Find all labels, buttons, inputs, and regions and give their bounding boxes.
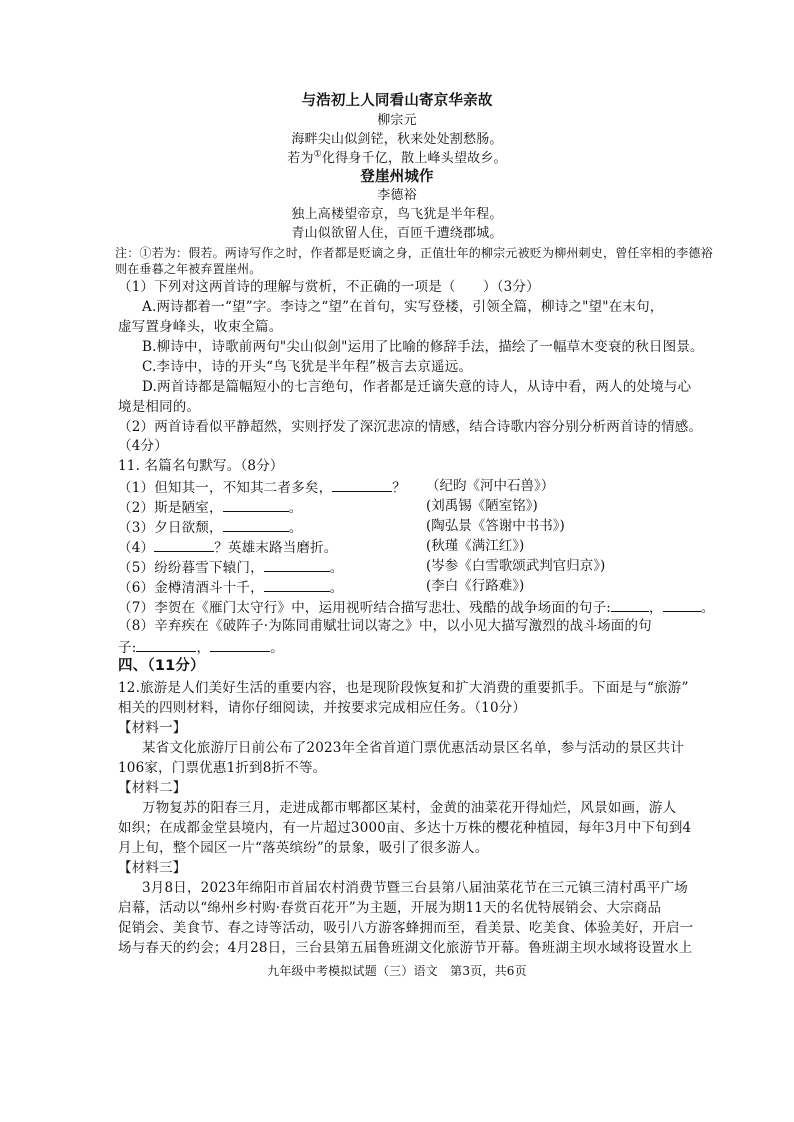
q11-title: 11. 名篇名句默写。（8分） — [118, 458, 284, 474]
answer-blank[interactable] — [264, 577, 330, 592]
material-1-label: 【材料一】 — [118, 720, 187, 736]
q11-item-3-text: （3）夕日欲颓， — [118, 520, 223, 536]
q11-item-2-source: (刘禹锡《陋室铭》) — [426, 498, 538, 514]
q11-item-6-text: （6）金樽清酒斗十千， — [118, 580, 264, 596]
q11-item-5 — [118, 557, 344, 577]
poem1-line2-pre: 若为 — [287, 151, 314, 166]
footnote-marker: ① — [313, 149, 322, 160]
q11-item-6-end: 。 — [329, 580, 344, 596]
answer-blank[interactable] — [663, 597, 701, 612]
q11-item-8-line1: （8）辛弃疾在《破阵子·为陈同甫赋壮词以寄之》中，以小见大描写激烈的战斗场面的句 — [118, 618, 652, 634]
q11-item-8-text: 子: — [118, 640, 137, 656]
q11-item-8-end: 。 — [270, 640, 284, 656]
poem1-line2 — [0, 150, 794, 168]
material-3-line4: 场与春天的约会；4月28日，三台县第五届鲁班湖文化旅游节开幕。鲁班湖主坝水域将设置水上 — [118, 940, 693, 956]
q11-item-4 — [118, 537, 338, 557]
section-heading: 四、（11分） — [118, 658, 205, 674]
answer-blank[interactable] — [223, 517, 289, 532]
q11-item-8-line2 — [118, 637, 284, 657]
answer-blank[interactable] — [332, 477, 392, 492]
q11-item-7-end: 。 — [700, 600, 715, 616]
q10-option-d-line2: 境是相同的。 — [118, 399, 201, 415]
q11-item-2-text: （2）斯是陋室， — [118, 500, 223, 516]
poem1-line2-post: 化得身千亿，散上峰头望故乡。 — [321, 151, 507, 166]
answer-blank[interactable] — [154, 537, 214, 552]
material-3-line3: 促销会、美食节、春之诗等活动，吸引八方游客蜂拥而至，看美景、吃美食、体验美好，开启一 — [118, 920, 694, 936]
q11-item-5-text: （5）纷纷暮雪下辕门， — [118, 560, 264, 576]
material-2-line1: 万物复苏的阳春三月，走进成都市郫都区某村，金黄的油菜花开得灿烂，风景如画，游人 — [142, 800, 677, 816]
q11-item-3-source: (陶弘景《答谢中书书》) — [426, 518, 565, 534]
answer-blank[interactable] — [136, 637, 196, 652]
material-2-line3: 月上旬，整个园区一片“落英缤纷”的景象，吸引了很多游人。 — [118, 840, 489, 856]
material-3-line1: 3月8日，2023年绵阳市首届农村消费节暨三台县第八届油菜花节在三元镇三清村禹平广场 — [142, 880, 688, 896]
q10-option-a-line2: 虚写置身峰头，收束全篇。 — [118, 319, 283, 335]
q10-option-c: C.李诗中，诗的开头“鸟飞犹是半年程”极言去京遥远。 — [142, 359, 473, 375]
material-3-line2: 启幕，活动以“绵州乡村购·春赏百花开”为主题，开展为期11天的名优特展销会、大宗商品 — [118, 900, 662, 916]
material-3-label: 【材料三】 — [118, 860, 187, 876]
q11-item-5-end: 。 — [329, 560, 344, 576]
poem2-line1: 独上高楼望帝京，鸟飞犹是半年程。 — [291, 207, 503, 222]
poem2-author: 李德裕 — [377, 188, 417, 203]
q10-option-d-line1: D.两首诗都是篇幅短小的七言绝句，作者都是迁谪失意的诗人，从诗中看，两人的处境与心 — [142, 379, 692, 395]
q11-item-3-end: 。 — [288, 520, 303, 536]
q10-part2-line1: （2）两首诗看似平静超然，实则抒发了深沉悲凉的情感，结合诗歌内容分别分析两首诗的情感。 — [118, 419, 703, 435]
poem2-title: 登崖州城作 — [360, 169, 434, 185]
q12-intro-line2: 相关的四则材料，请你仔细阅读，并按要求完成相应任务。（10分） — [118, 700, 527, 716]
q11-item-2-end: 。 — [288, 500, 303, 516]
q11-item-7 — [118, 597, 714, 617]
q11-item-4-end: ？英雄末路当磨折。 — [214, 540, 338, 556]
answer-blank[interactable] — [223, 497, 289, 512]
q11-item-1-source: （纪昀《河中石兽》） — [426, 478, 555, 494]
material-2-line2: 如织；在成都金堂县境内，有一片超过3000亩、多达十万株的樱花种植园，每年3月中下旬到4 — [118, 820, 692, 836]
q10-option-b: B.柳诗中，诗歌前两句"尖山似剑"运用了比喻的修辞手法，描绘了一幅草木变衰的秋日图景。 — [142, 339, 704, 355]
q11-item-3 — [118, 517, 302, 537]
poem2-line2: 青山似欲留人住，百匝千遭绕郡城。 — [291, 226, 503, 241]
poem1-title: 与浩初上人同看山寄京华亲故 — [301, 93, 493, 109]
q10-part2-line2: （4分） — [118, 438, 168, 454]
q11-item-7-text: （7）李贺在《雁门太守行》中，运用视听结合描写悲壮、残酷的战争场面的句子: — [118, 600, 612, 616]
q11-item-6-source: (李白《行路难》) — [426, 578, 525, 594]
poem1-line1: 海畔尖山似剑铓，秋来处处割愁肠。 — [291, 132, 503, 147]
page-footer: 九年级中考模拟试题（三）语文 第3页，共6页 — [267, 964, 527, 978]
q11-item-8-sep: ， — [196, 640, 211, 656]
q11-item-1 — [118, 477, 406, 497]
q11-item-5-source: (岑参《白雪歌颂武判官归京》) — [426, 558, 606, 574]
note-line1: 注：①若为：假若。两诗写作之时，作者都是贬谪之身，正值壮年的柳宗元被贬为柳州刺史，曾任宰相的李德裕 — [115, 246, 713, 260]
answer-blank[interactable] — [210, 637, 270, 652]
poem1-author: 柳宗元 — [377, 113, 417, 128]
material-1-line2: 106家，门票优惠1折到8折不等。 — [118, 760, 327, 776]
q10-option-a-line1: A.两诗都着一“望”字。李诗之“望”在首句，实写登楼，引领全篇，柳诗之"望"在末句， — [142, 299, 664, 315]
q11-item-4-text: （4） — [118, 540, 155, 556]
q11-item-1-end: ？ — [392, 480, 406, 496]
q11-item-1-text: （1）但知其一，不知其二者多矣， — [118, 480, 333, 496]
note-line2: 则在垂暮之年被弃置崖州。 — [115, 262, 262, 276]
q11-item-7-sep: ， — [649, 600, 663, 616]
material-2-label: 【材料二】 — [118, 780, 187, 796]
q11-item-6 — [118, 577, 344, 597]
q11-item-4-source: (秋瑾《满江红》) — [426, 538, 525, 554]
answer-blank[interactable] — [611, 597, 649, 612]
q12-intro-line1: 12.旅游是人们美好生活的重要内容，也是现阶段恢复和扩大消费的重要抓手。下面是与“旅游” — [118, 680, 689, 696]
q10-part1: （1）下列对这两首诗的理解与赏析，不正确的一项是（ ）（3分） — [118, 279, 540, 295]
q11-item-2 — [118, 497, 302, 517]
answer-blank[interactable] — [264, 557, 330, 572]
material-1-line1: 某省文化旅游厅日前公布了2023年全省首道门票优惠活动景区名单，参与活动的景区共计 — [142, 740, 685, 756]
